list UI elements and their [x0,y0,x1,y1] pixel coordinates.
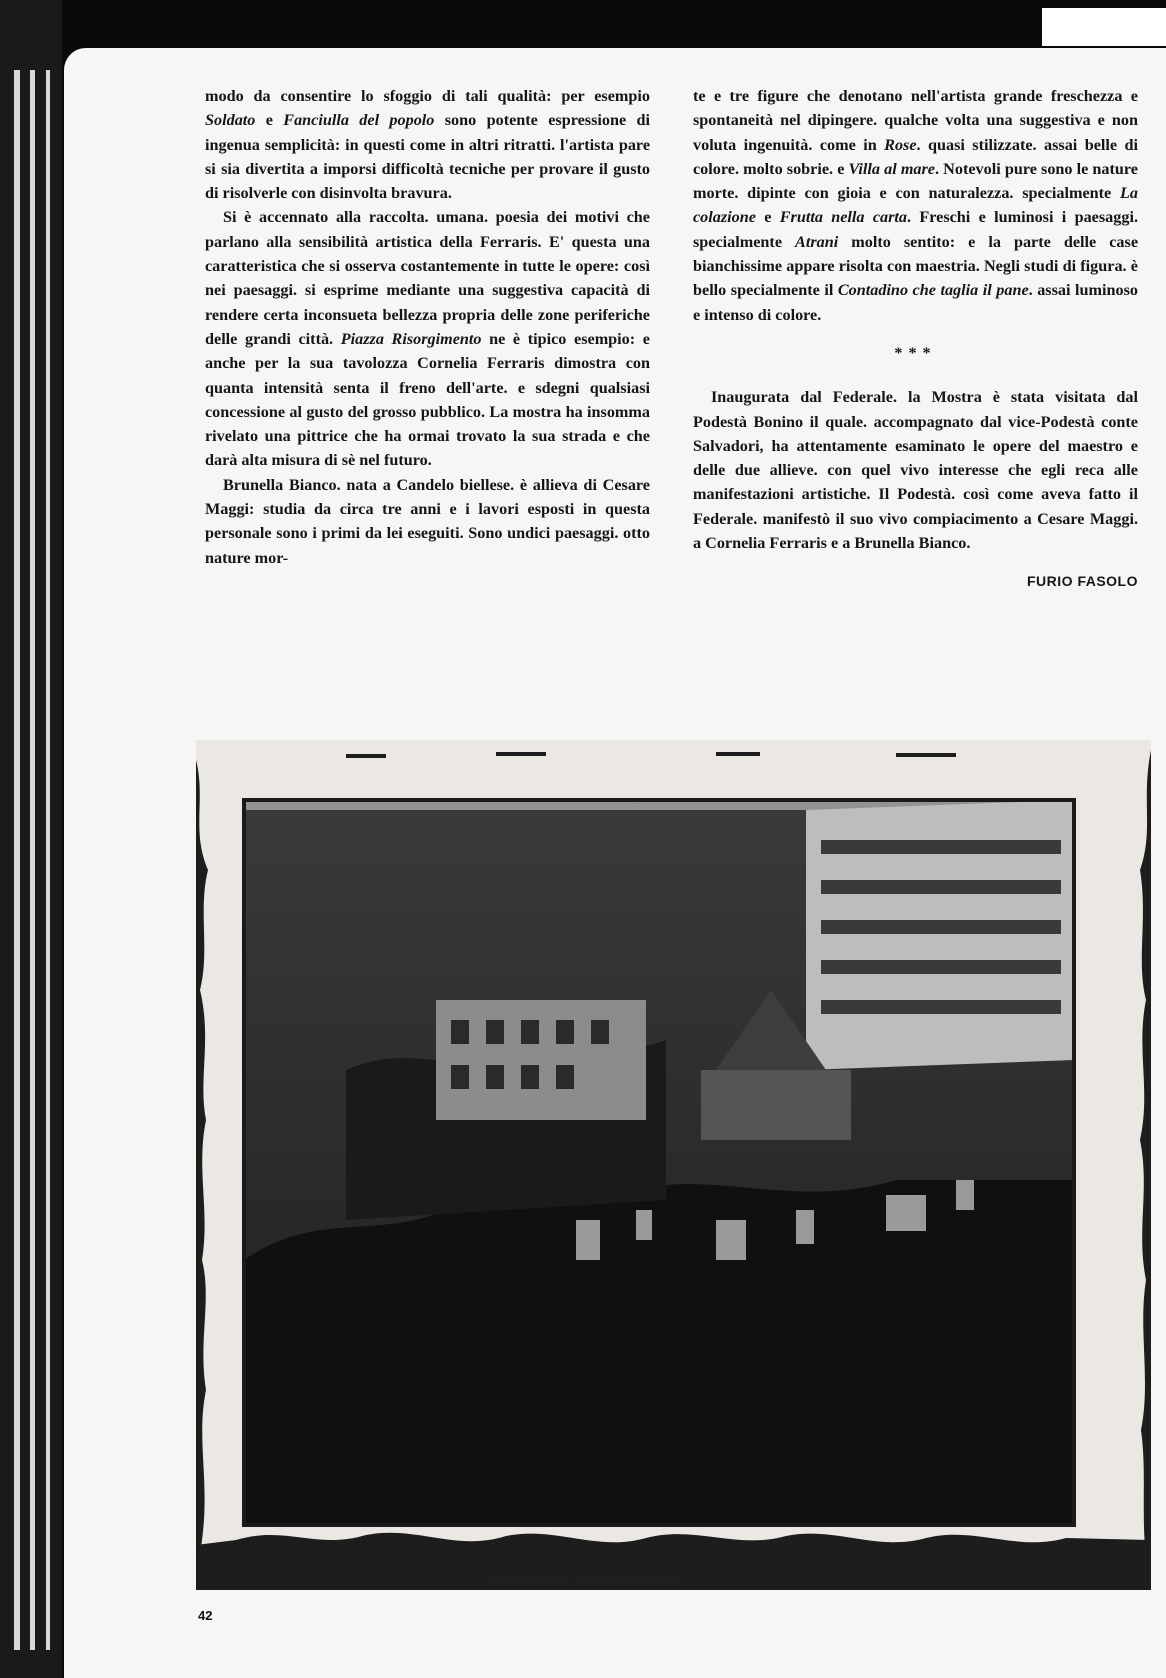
page-edge [14,70,20,1650]
artwork-title: Villa al mare [848,159,935,178]
paragraph: modo da consentire lo sfoggio di tali qualità: per esempio Soldato e Fanciulla del popolo sono potente espressione di ingenua semplicità: in questi come in altri ritratti. l'artista pare si sia divertita a imporsi difficoltà tecniche per provare il gusto di risolverle con disinvolta bravura. [205,87,651,203]
page-edge [30,70,35,1650]
artwork-title: Atrani [795,232,839,251]
scan-corner [1042,8,1166,46]
artwork-title: Frutta nella carta [779,208,907,227]
paragraph: Si è accennato alla raccolta. umana. poesia dei motivi che parlano alla sensibilità artistica della Ferraris. E' questa una caratteristica che si osserva costantemente in tutte le opere: così nei paesaggi. si esprime mediante una suggestiva capacità di rendere certa inconsueta bellezza propria delle zone periferiche delle grandi città. Piazza Risorgimento ne è tipico esempio: e anche per la sua tavolozza Cornelia Ferraris dimostra con quanta intensità senta il freno dell'arte. e sdegni qualsiasi concessione al gusto del grosso pubblico. La mostra ha insomma rivelato una pittrice che ha ormai trovato la sua strada e che darà alta misura di sè nel futuro. [205,208,650,470]
artwork-title: Rose [884,135,917,154]
artwork-title: Fanciulla del popolo [283,111,435,130]
artwork-title: Contadino che taglia il pane [837,281,1029,300]
paragraph: Brunella Bianco. nata a Candelo biellese. è allieva di Cesare Maggi: studia da circa tre anni e i lavori esposti in questa personale sono i primi da lei eseguiti. Sono undici paesaggi. otto nature mor- [205,475,650,567]
section-divider: *** [894,343,937,362]
author-byline: FURIO FASOLO [1027,573,1138,590]
page-number: 42 [198,1608,213,1623]
painting-frame [196,740,1151,1590]
article-column-right [693,84,1138,594]
figure-caption: Cornelia Ferraris - Piazza Risorgimento [489,1574,677,1585]
painting-image [196,740,1151,1590]
artwork-title: Piazza Risorgimento [340,329,482,348]
artwork-title: La colazione [693,184,1138,227]
page-edge [46,70,50,1650]
paragraph: Inaugurata dal Federale. la Mostra è stata visitata dal Podestà Bonino il quale. accompagnato dal vice-Podestà conte Salvadori, ha attentamente esaminato le opere del maestro e delle due allieve. con quel vivo interesse che egli reca alle manifestazioni artistiche. Il Podestà. così come aveva fatto il Federale. manifestò il suo vivo compiacimento a Cesare Maggi. a Cornelia Ferraris e a Brunella Bianco. [693,388,1138,553]
artwork-title: Soldato [205,111,256,130]
paragraph: te e tre figure che denotano nell'artista grande freschezza e spontaneità nel dipingere. qualche volta una suggestiva e non voluta ingenuità. come in Rose. quasi stilizzate. assai belle di colore. molto sobrie. e Villa al mare. Notevoli pure sono le nature morte. dipinte con gioia e con naturalezza. specialmente La colazione e Frutta nella carta. Freschi e luminosi i paesaggi. specialmente Atrani molto sentito: e la parte delle case bianchissime appare risolta con maestria. Negli studi di figura. è bello specialmente il Contadino che taglia il pane. assai luminoso e intenso di colore. [693,87,1138,324]
article-column-left [205,84,650,570]
